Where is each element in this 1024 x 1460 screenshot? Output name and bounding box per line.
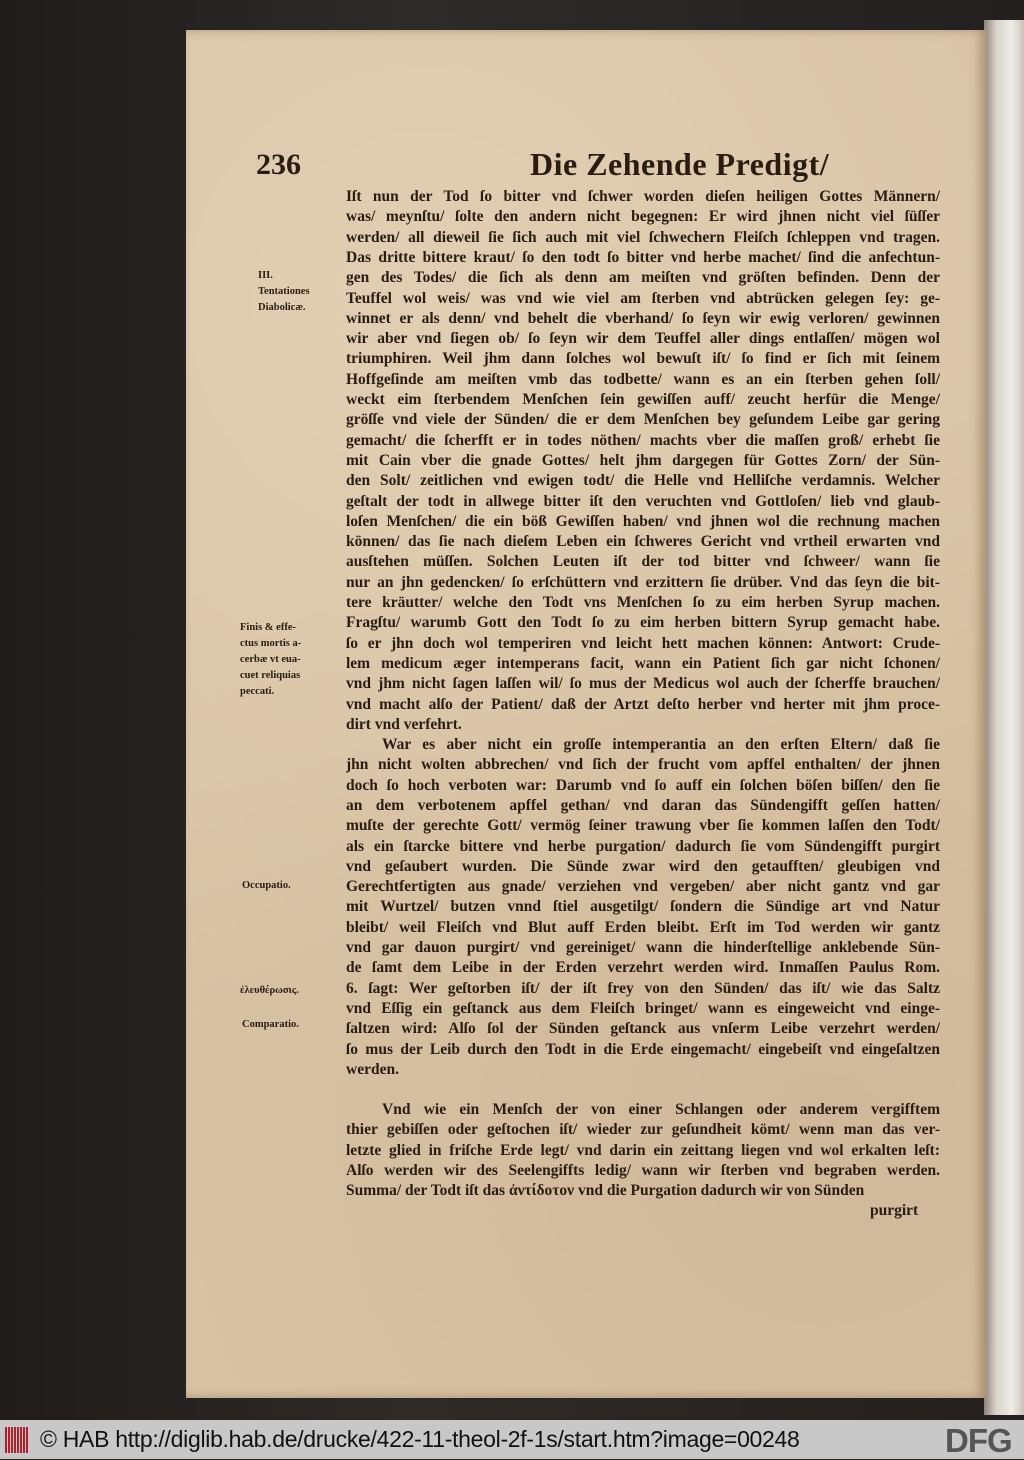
- text-line: Summa/ der Todt iſt das ἀντίδοτον vnd die Purgation dadurch wir von Sünden: [346, 1182, 865, 1200]
- text-line: jhn nicht wolten abbrechen/ vnd ſich der frucht vom apffel enthalten/ der jhnen: [346, 756, 940, 774]
- margin-note-line: Finis & effe-: [240, 622, 296, 633]
- margin-note-line: cerbæ vt eua-: [240, 654, 301, 665]
- text-line: triumphiren. Weil jhm dann ſolches wol bewuſt iſt/ ſo find er ſich mit ſeinem: [346, 350, 940, 368]
- margin-note-line: Comparatio.: [242, 1019, 299, 1030]
- running-title: Die Zehende Predigt/: [530, 146, 830, 182]
- margin-note: [242, 878, 346, 894]
- text-line: an dem verbotenem apffel gethan/ vnd daran das Sündengifft geſſen hatten/: [346, 796, 940, 814]
- text-line: werden.: [346, 1060, 399, 1078]
- margin-note-line: III.: [258, 270, 273, 281]
- text-line: tere kräutter/ welche den Todt vns Menſchen ſo zu eim herben Syrup machen.: [346, 594, 940, 611]
- margin-note-line: Diabolicæ.: [258, 302, 306, 313]
- margin-note-line: ἐλευθέρωσις.: [240, 985, 299, 996]
- text-line: de ſamt dem Leibe in der Erden verzehrt werden wird. Inmaſſen Paulus Rom.: [346, 959, 940, 977]
- text-line: vnd jhm nicht ſagen laſſen wil/ ſo mus der Medicus wol auch der ſcherffe brauchen/: [346, 675, 940, 693]
- text-line: gemacht/ die ſcherfft er in todes nöthen/ machts vber die maſſen groß/ erhebt ſie: [346, 431, 940, 449]
- text-line: Fragſtu/ warumb Gott den Todt ſo zu eim herben bittern Syrup gemacht habe.: [346, 614, 940, 632]
- text-line: weckt eim ſterbendem Menſchen ſein gewiſſen auff/ zeucht herfür die Menge/: [346, 391, 940, 408]
- text-line: Hoffgeſinde am meiſten vmb das todbette/ wann es an ein ſterben gehen ſoll/: [346, 370, 940, 388]
- text-line: als ein ſtarcke bittere vnd herbe purgation/ dadurch ſie vom Sündengifft purgirt: [346, 837, 940, 855]
- text-line: den Solt/ zeitlichen vnd ewigen todt/ die Helle vnd Helliſche verdamnis. Welcher: [346, 472, 940, 490]
- text-line: können/ das ſie nach dieſem Leben ein ſchweres Gericht vnd vrtheil erwarten vnd: [346, 533, 940, 551]
- text-line: thier gebiſſen oder geſtochen iſt/ wieder zur geſundheit kömt/ wenn man das ver-: [346, 1121, 940, 1139]
- footer-bar: [0, 1420, 1024, 1459]
- text-line: gen des Todes/ die ſich als denn am meiſten vnd gröſten befinden. Denn der: [346, 269, 940, 287]
- text-line: lem medicum æger intemperans facit, wann ein Patient ſich gar nicht ſchonen/: [346, 654, 940, 672]
- text-line: 6. ſagt: Wer geſtorben iſt/ der iſt frey von den Sünden/ das iſt/ wie das Saltz: [346, 979, 940, 997]
- margin-note-line: ctus mortis a-: [240, 638, 302, 649]
- text-line: winnet er als denn/ vnd behelt die vberhand/ ſo ſeyn wir ewig verloren/ gewinnen: [346, 309, 940, 327]
- text-line: ſo er jhn doch wol temperiren vnd leicht hett machen können: Antwort: Crude-: [346, 634, 940, 652]
- text-line: vnd geſaubert wurden. Die Sünde zwar wird den getaufften/ gleubigen vnd: [346, 857, 940, 875]
- text-line: mit Wurtzel/ butzen vnnd ſtiel ausgetilgt/ ſondern die Sündige art vnd Natur: [346, 898, 940, 916]
- margin-note-line: Occupatio.: [242, 880, 291, 891]
- footer-copyright-url[interactable]: © HAB http://diglib.hab.de/drucke/422-11-theol-2f-1s/start.htm?image=00248: [40, 1426, 800, 1452]
- next-page-edge: [984, 20, 1024, 1415]
- text-line: Gerechtfertigten aus gnade/ verziehen vnd vergeben/ aber nicht gantz vnd gar: [346, 878, 940, 896]
- text-line: ausſtehen müſſen. Solchen Leuten iſt der tod bitter vnd ſchweer/ wann ſie: [346, 553, 940, 571]
- text-line: wir aber vnd ſiegen ob/ ſo ſeyn wir dem Teuffel aller dings entlaſſen/ mögen wol: [346, 330, 940, 348]
- text-line: muſte der gerechte Gott/ vermög ſeiner trawung vber ſie kommen laſſen den Todt/: [346, 817, 940, 835]
- text-line: dirt vnd verfehrt.: [346, 715, 462, 733]
- text-line: doch ſo hoch verboten war: Darumb vnd ſo auff ein ſolchen böſen biſſen/ den ſie: [346, 776, 940, 794]
- text-line: loſen Menſchen/ die ein böß Gewiſſen haben/ vnd jhnen wol die rechnung machen: [346, 512, 940, 530]
- text-line: vnd Eſſig ein geſtanck aus dem Fleiſch bringet/ wann es eingeweicht vnd einge-: [346, 999, 940, 1017]
- text-line: werden/ all dieweil ſie ſich auch mit viel ſchwechern Fleiſch ſchleppen vnd tragen.: [346, 228, 940, 246]
- text-line: letzte glied in friſche Erde legt/ vnd darin ein zeittang liegen vnd wol erkalten leſt:: [346, 1141, 940, 1159]
- margin-note: [242, 1017, 346, 1033]
- text-line: gröſſe vnd viele der Sünden/ die er dem Menſchen bey geſundem Leibe gar gering: [346, 411, 940, 429]
- text-line: geſtalt der todt in allwege bitter iſt den veruchten vnd Gottloſen/ lieb vnd glaub-: [346, 492, 940, 510]
- text-line: War es aber nicht ein groſſe intemperantia an den erſten Eltern/ daß ſie: [382, 736, 940, 753]
- text-line: Das dritte bittere kraut/ ſo den todt ſo bitter vnd herbe machet/ ſind die anfechtun-: [346, 248, 940, 266]
- text-line: Alſo werden wir des Seelengiffts ledig/ wann wir ſterben vnd begraben werden.: [346, 1161, 940, 1179]
- text-line: vnd macht alſo der Patient/ daß der Artzt deſto herber vnd herter mit jhm proce-: [346, 695, 940, 713]
- text-line: vnd gar dauon purgirt/ vnd gereiniget/ wann die hinderſtellige anklebende Sün-: [346, 939, 940, 956]
- page-number: 236: [256, 148, 301, 181]
- margin-note: [240, 620, 344, 700]
- margin-note: [240, 983, 344, 999]
- hab-logo-icon: [5, 1427, 29, 1453]
- dfg-logo: DFG: [945, 1422, 1012, 1459]
- text-line: was/ meynſtu/ ſolte den andern nicht begegnen: Er wird jhnen nicht viel ſüſſer: [346, 208, 940, 226]
- text-line: mit Cain vber die gnade Gottes/ helt jhm dargegen für Gottes Zorn/ der Sün-: [346, 451, 940, 469]
- text-line: Iſt nun der Tod ſo bitter vnd ſchwer worden dieſen heiligen Gottes Männern/: [346, 188, 940, 205]
- text-line: ſo mus der Leib durch den Todt in die Erde eingemacht/ eingebeiſt vnd eingeſaltzen: [346, 1040, 940, 1058]
- text-line: bleibt/ weil Fleiſch vnd Blut auff Erden bleibt. Erſt im Tod werden wir gantz: [346, 918, 940, 936]
- text-line: Teuffel wol weis/ was vnd wie viel am ſterben vnd abtrücken gelegen ſey: ge-: [346, 289, 940, 307]
- text-line: Vnd wie ein Menſch der von einer Schlangen oder anderem vergifftem: [382, 1101, 940, 1118]
- margin-note-line: peccati.: [240, 686, 275, 697]
- margin-note-line: Tentationes: [258, 286, 310, 297]
- text-line: nur an jhn gedencken/ ſo erſchüttern vnd erzittern ſie drüber. Vnd das ſeyn die bit-: [346, 573, 940, 591]
- margin-note: [258, 268, 362, 316]
- catchword: purgirt: [870, 1202, 919, 1219]
- margin-note-line: cuet reliquias: [240, 670, 301, 681]
- text-line: ſaltzen wird: Alſo ſol der Sünden geſtanck aus vnſerm Leibe verzehrt werden/: [346, 1020, 940, 1038]
